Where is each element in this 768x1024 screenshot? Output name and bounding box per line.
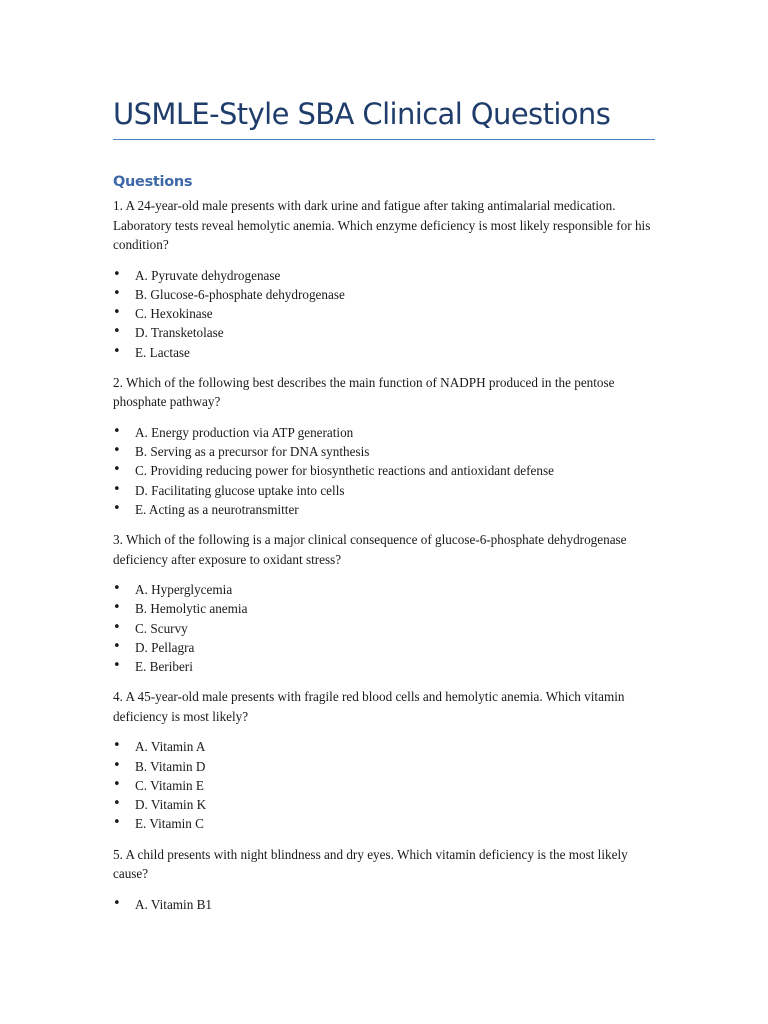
answer-option-text: B. Hemolytic anemia <box>135 601 248 617</box>
question-text: 1. A 24-year-old male presents with dark urine and fatigue after taking antimalarial medication. Laboratory tests reveal hemolytic anemia. Which enzyme deficiency is most likely responsible for his condition? <box>113 198 651 252</box>
answer-option <box>113 500 658 519</box>
answer-option-text: C. Vitamin E <box>135 777 204 793</box>
question-block-3 <box>113 530 658 676</box>
answer-option-text: E. Beriberi <box>135 659 193 674</box>
answer-option-text: B. Vitamin D <box>135 758 206 774</box>
answer-options-list <box>113 266 658 362</box>
answer-options-list <box>113 580 658 676</box>
answer-option-text: A. Pyruvate dehydrogenase <box>135 267 281 283</box>
answer-option <box>113 423 658 442</box>
answer-option-text: A. Hyperglycemia <box>135 582 233 597</box>
answer-option <box>113 619 658 638</box>
answer-option-text: C. Providing reducing power for biosynthetic reactions and antioxidant defense <box>135 463 554 479</box>
bullet-icon: • <box>113 500 121 516</box>
answer-option <box>113 795 658 814</box>
bullet-icon: • <box>113 658 121 673</box>
answer-option-text: D. Facilitating glucose uptake into cells <box>135 482 345 498</box>
bullet-icon: • <box>113 305 121 320</box>
bullet-icon: • <box>113 895 121 911</box>
bullet-icon: • <box>113 443 121 458</box>
bullet-icon: • <box>113 462 121 478</box>
question-block-5 <box>113 845 658 914</box>
section-heading-questions: Questions <box>113 174 193 190</box>
bullet-icon: • <box>113 324 121 340</box>
question-text: 3. Which of the following is a major clinical consequence of glucose-6-phosphate dehydrogenase deficiency after exposure to oxidant stress? <box>113 532 627 567</box>
answer-option-text: D. Transketolase <box>135 325 224 341</box>
answer-option-text: E. Acting as a neurotransmitter <box>135 501 299 517</box>
bullet-icon: • <box>113 815 121 831</box>
question-block-1 <box>113 196 658 362</box>
answer-option-text: C. Hexokinase <box>135 306 213 321</box>
bullet-icon: • <box>113 481 121 497</box>
document-title: USMLE-Style SBA Clinical Questions <box>113 97 611 131</box>
answer-option <box>113 737 658 756</box>
answer-option-text: E. Lactase <box>135 344 190 360</box>
bullet-icon: • <box>113 343 121 359</box>
answer-option <box>113 814 658 833</box>
question-text: 5. A child presents with night blindness and dry eyes. Which vitamin deficiency is the most likely cause? <box>113 846 628 881</box>
answer-option <box>113 599 658 618</box>
answer-option-text: A. Energy production via ATP generation <box>135 424 354 440</box>
answer-option <box>113 323 658 342</box>
answer-option <box>113 285 658 304</box>
answer-option-text: A. Vitamin A <box>135 739 206 755</box>
answer-option-text: B. Glucose-6-phosphate dehydrogenase <box>135 286 345 302</box>
bullet-icon: • <box>113 285 121 301</box>
bullet-icon: • <box>113 638 121 654</box>
bullet-icon: • <box>113 738 121 754</box>
answer-option <box>113 481 658 500</box>
bullet-icon: • <box>113 423 121 439</box>
bullet-icon: • <box>113 757 121 773</box>
answer-option <box>113 343 658 362</box>
answer-option-text: D. Vitamin K <box>135 797 207 812</box>
bullet-icon: • <box>113 581 121 596</box>
answer-option <box>113 442 658 461</box>
question-text: 2. Which of the following best describes the main function of NADPH produced in the pentose phosphate pathway? <box>113 374 615 410</box>
answer-option-text: C. Scurvy <box>135 620 188 636</box>
answer-option-text: D. Pellagra <box>135 639 195 655</box>
answer-option <box>113 757 658 776</box>
answer-option <box>113 580 658 599</box>
answer-option-text: E. Vitamin C <box>135 816 204 832</box>
answer-option <box>113 657 658 676</box>
question-text: 4. A 45-year-old male presents with fragile red blood cells and hemolytic anemia. Which vitamin deficiency is most likely? <box>113 689 625 724</box>
bullet-icon: • <box>113 776 121 792</box>
answer-option <box>113 266 658 285</box>
question-block-4 <box>113 687 658 833</box>
questions-body <box>113 196 658 925</box>
bullet-icon: • <box>113 266 121 282</box>
question-block-2 <box>113 373 658 519</box>
title-underline-rule <box>113 139 655 140</box>
answer-option <box>113 776 658 795</box>
answer-option-text: A. Vitamin B1 <box>135 896 212 912</box>
answer-option <box>113 638 658 657</box>
answer-options-list <box>113 423 658 519</box>
answer-option <box>113 461 658 480</box>
bullet-icon: • <box>113 796 121 811</box>
answer-options-list <box>113 895 658 914</box>
bullet-icon: • <box>113 619 121 635</box>
answer-option <box>113 304 658 323</box>
answer-option-text: B. Serving as a precursor for DNA synthesis <box>135 444 370 459</box>
answer-options-list <box>113 737 658 833</box>
bullet-icon: • <box>113 600 121 616</box>
answer-option <box>113 895 658 914</box>
